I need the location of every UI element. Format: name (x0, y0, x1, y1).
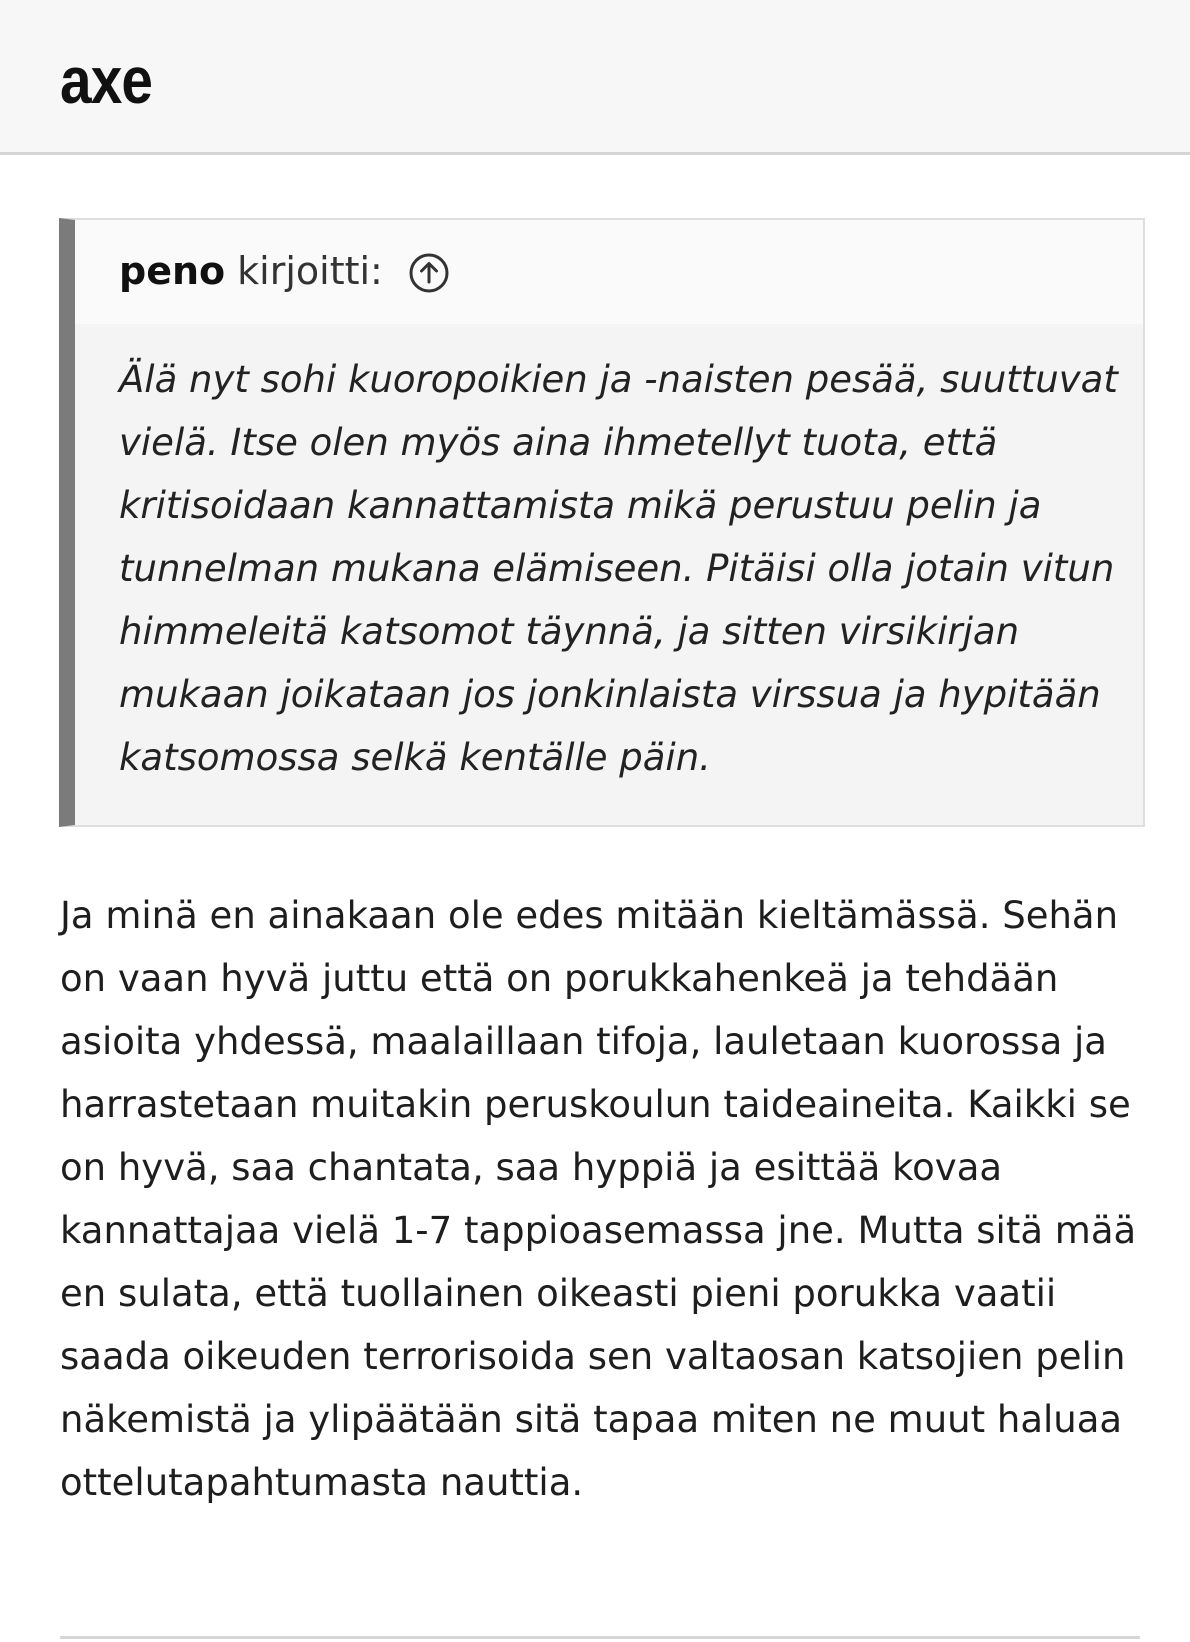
quote-author-name[interactable]: peno (119, 249, 226, 293)
post-author-name[interactable]: axe (60, 43, 153, 117)
post-divider (60, 1636, 1140, 1639)
quote-block (59, 218, 1145, 827)
arrow-up-circle-icon[interactable] (408, 252, 450, 294)
post-header (0, 0, 1190, 155)
quote-wrote-label: kirjoitti: (237, 249, 383, 293)
quote-text: Älä nyt sohi kuoropoikien ja -naisten pesää, suuttuvat vielä. Itse olen myös aina ihmetellyt tuota, että kritisoidaan kannattamista mikä perustuu pelin ja tunnelman mukana elämiseen. Pitäisi olla jotain vitun himmeleitä katsomot täynnä, ja sitten virsikirjan mukaan joikataan jos jonkinlaista virssua ja hypitään katsomossa selkä kentälle päin. (119, 358, 1118, 779)
quote-header (75, 220, 1143, 324)
post-text: Ja minä en ainakaan ole edes mitään kieltämässä. Sehän on vaan hyvä juttu että on porukkahenkeä ja tehdään asioita yhdessä, maalaillaan tifoja, lauletaan kuorossa ja harrastetaan muitakin peruskoulun taideaineita. Kaikki se on hyvä, saa chantata, saa hyppiä ja esittää kovaa kannattajaa vielä 1-7 tappioasemassa jne. Mutta sitä mää en sulata, että tuollainen oikeasti pieni porukka vaatii saada oikeuden terrorisoida sen valtaosan katsojien pelin näkemistä ja ylipäätään sitä tapaa miten ne muut haluaa ottelutapahtumasta nauttia. (60, 894, 1137, 1504)
quote-attribution (119, 248, 383, 294)
